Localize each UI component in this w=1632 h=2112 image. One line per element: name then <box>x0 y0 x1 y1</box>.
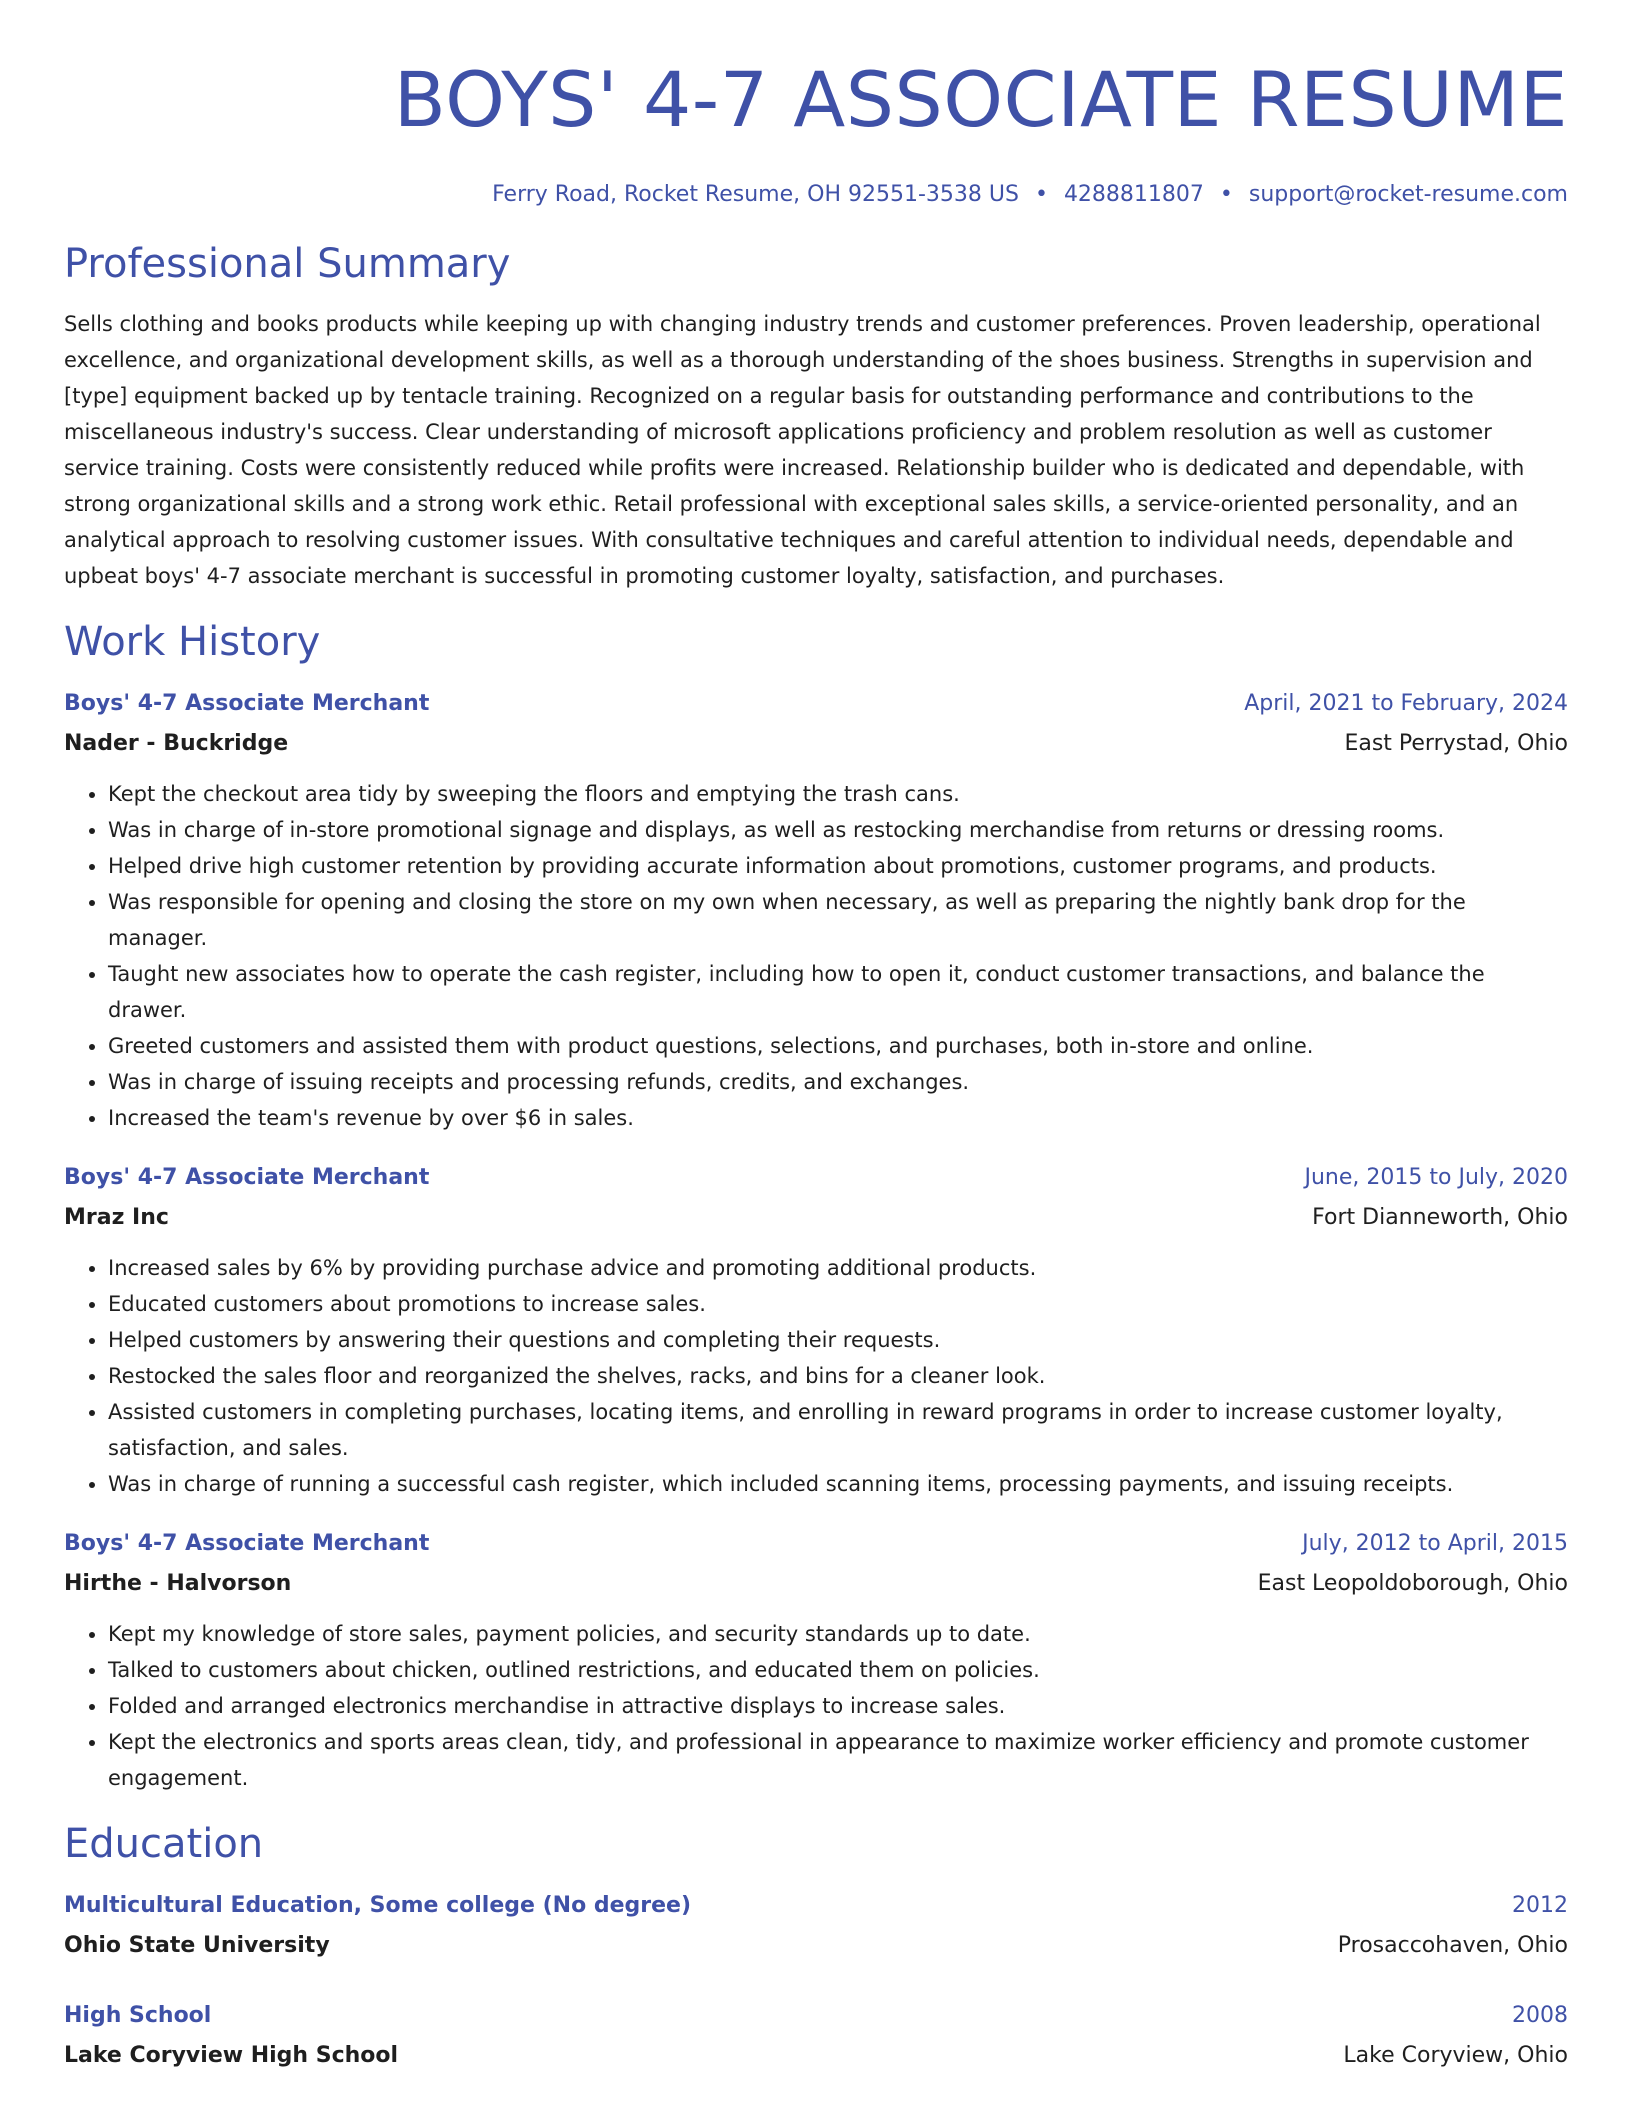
job-duty: • Talked to customers about chicken, outlined restrictions, and educated them on policies. <box>108 1652 1568 1688</box>
job-location: East Perrystad, Ohio <box>1344 731 1568 756</box>
work-history-heading: Work History <box>64 619 321 665</box>
education-degree: Multicultural Education, Some college (No degree) <box>64 1893 691 1918</box>
work-history-section <box>64 616 1568 1796</box>
education-location: Prosaccohaven, Ohio <box>1337 1933 1568 1958</box>
job-location: Fort Dianneworth, Ohio <box>1312 1205 1568 1230</box>
job-duty: • Was in charge of running a successful cash register, which included scanning items, processing payments, and issuing receipts. <box>108 1466 1568 1502</box>
job-duty: • Kept the checkout area tidy by sweeping the floors and emptying the trash cans. <box>108 776 1568 812</box>
job-role-row <box>64 1524 1568 1564</box>
contact-phone: 4288811807 <box>1063 182 1204 207</box>
education-degree: High School <box>64 2003 212 2028</box>
job-duty: • Helped customers by answering their questions and completing their requests. <box>108 1322 1568 1358</box>
job-duty: • Increased sales by 6% by providing purchase advice and promoting additional products. <box>108 1250 1568 1286</box>
job-role: Boys' 4-7 Associate Merchant <box>64 1531 430 1556</box>
job-entry <box>64 684 1568 1136</box>
job-duty: • Was in charge of in-store promotional signage and displays, as well as restocking merchandise from returns or dressing rooms. <box>108 812 1568 848</box>
job-company-row <box>64 1564 1568 1604</box>
summary-heading: Professional Summary <box>64 241 511 287</box>
contact-line <box>64 180 1568 210</box>
contact-email: support@rocket-resume.com <box>1248 182 1568 207</box>
job-duty: • Helped drive high customer retention by providing accurate information about promotions, customer programs, and products. <box>108 848 1568 884</box>
contact-separator: • <box>1219 182 1233 207</box>
job-entry <box>64 1524 1568 1796</box>
job-duty: • Assisted customers in completing purchases, locating items, and enrolling in reward programs in order to increase customer loyalty, satisfaction, and sales. <box>108 1394 1568 1466</box>
education-heading: Education <box>64 1821 264 1867</box>
job-dates: April, 2021 to February, 2024 <box>1244 691 1568 716</box>
job-location: East Leopoldoborough, Ohio <box>1257 1571 1568 1596</box>
job-duty: • Greeted customers and assisted them with product questions, selections, and purchases, both in-store and online. <box>108 1028 1568 1064</box>
job-company: Mraz Inc <box>64 1205 169 1230</box>
job-duty: • Was responsible for opening and closing the store on my own when necessary, as well as preparing the nightly bank drop for the manager. <box>108 884 1568 956</box>
job-role-row <box>64 1158 1568 1198</box>
summary-section <box>64 238 1568 594</box>
resume-header <box>64 52 1568 210</box>
job-duty: • Was in charge of issuing receipts and processing refunds, credits, and exchanges. <box>108 1064 1568 1100</box>
job-duty: • Taught new associates how to operate the cash register, including how to open it, conduct customer transactions, and balance the drawer. <box>108 956 1568 1028</box>
education-school: Ohio State University <box>64 1933 330 1958</box>
job-company-row <box>64 1198 1568 1238</box>
job-company: Nader - Buckridge <box>64 731 289 756</box>
job-duty: • Kept my knowledge of store sales, payment policies, and security standards up to date. <box>108 1616 1568 1652</box>
education-school: Lake Coryview High School <box>64 2043 399 2068</box>
job-company: Hirthe - Halvorson <box>64 1571 292 1596</box>
job-duty: • Increased the team's revenue by over $6 in sales. <box>108 1100 1568 1136</box>
job-duty: • Folded and arranged electronics merchandise in attractive displays to increase sales. <box>108 1688 1568 1724</box>
job-dates: July, 2012 to April, 2015 <box>1302 1531 1568 1556</box>
education-degree-row <box>64 1886 1568 1926</box>
job-duties <box>64 776 1568 1136</box>
education-degree-row <box>64 1996 1568 2036</box>
education-location: Lake Coryview, Ohio <box>1343 2043 1568 2068</box>
job-duty: • Restocked the sales floor and reorganized the shelves, racks, and bins for a cleaner look. <box>108 1358 1568 1394</box>
contact-separator: • <box>1034 182 1048 207</box>
education-section <box>64 1818 1568 2076</box>
job-role-row <box>64 684 1568 724</box>
job-role: Boys' 4-7 Associate Merchant <box>64 1165 430 1190</box>
job-role: Boys' 4-7 Associate Merchant <box>64 691 430 716</box>
resume-title: BOYS' 4-7 ASSOCIATE RESUME <box>393 55 1568 144</box>
summary-text: Sells clothing and books products while keeping up with changing industry trends and customer preferences. Proven leadership, operational excellence, and organizational development skills, as well as a thorough understanding of the shoes business. Strengths in supervision and [type] equipment backed up by tentacle training. Recognized on a regular basis for outstanding performance and contributions to the miscellaneous industry's success. Clear understanding of microsoft applications proficiency and problem resolution as well as customer service training. Costs were consistently reduced while profits were increased. Relationship builder who is dedicated and dependable, with strong organizational skills and a strong work ethic. Retail professional with exceptional sales skills, a service-oriented personality, and an analytical approach to resolving customer issues. With consultative techniques and careful attention to individual needs, dependable and upbeat boys' 4-7 associate merchant is successful in promoting customer loyalty, satisfaction, and purchases. <box>64 312 1541 588</box>
job-entry <box>64 1158 1568 1502</box>
education-entry <box>64 1996 1568 2076</box>
education-entry <box>64 1886 1568 1966</box>
education-school-row <box>64 1926 1568 1966</box>
job-company-row <box>64 724 1568 764</box>
education-year: 2008 <box>1512 2003 1568 2028</box>
education-year: 2012 <box>1512 1893 1568 1918</box>
education-school-row <box>64 2036 1568 2076</box>
job-duty: • Educated customers about promotions to increase sales. <box>108 1286 1568 1322</box>
job-duties <box>64 1250 1568 1502</box>
job-dates: June, 2015 to July, 2020 <box>1304 1165 1568 1190</box>
job-duties <box>64 1616 1568 1796</box>
job-duty: • Kept the electronics and sports areas clean, tidy, and professional in appearance to maximize worker efficiency and promote customer engagement. <box>108 1724 1568 1796</box>
contact-address: Ferry Road, Rocket Resume, OH 92551-3538 US <box>492 182 1019 207</box>
